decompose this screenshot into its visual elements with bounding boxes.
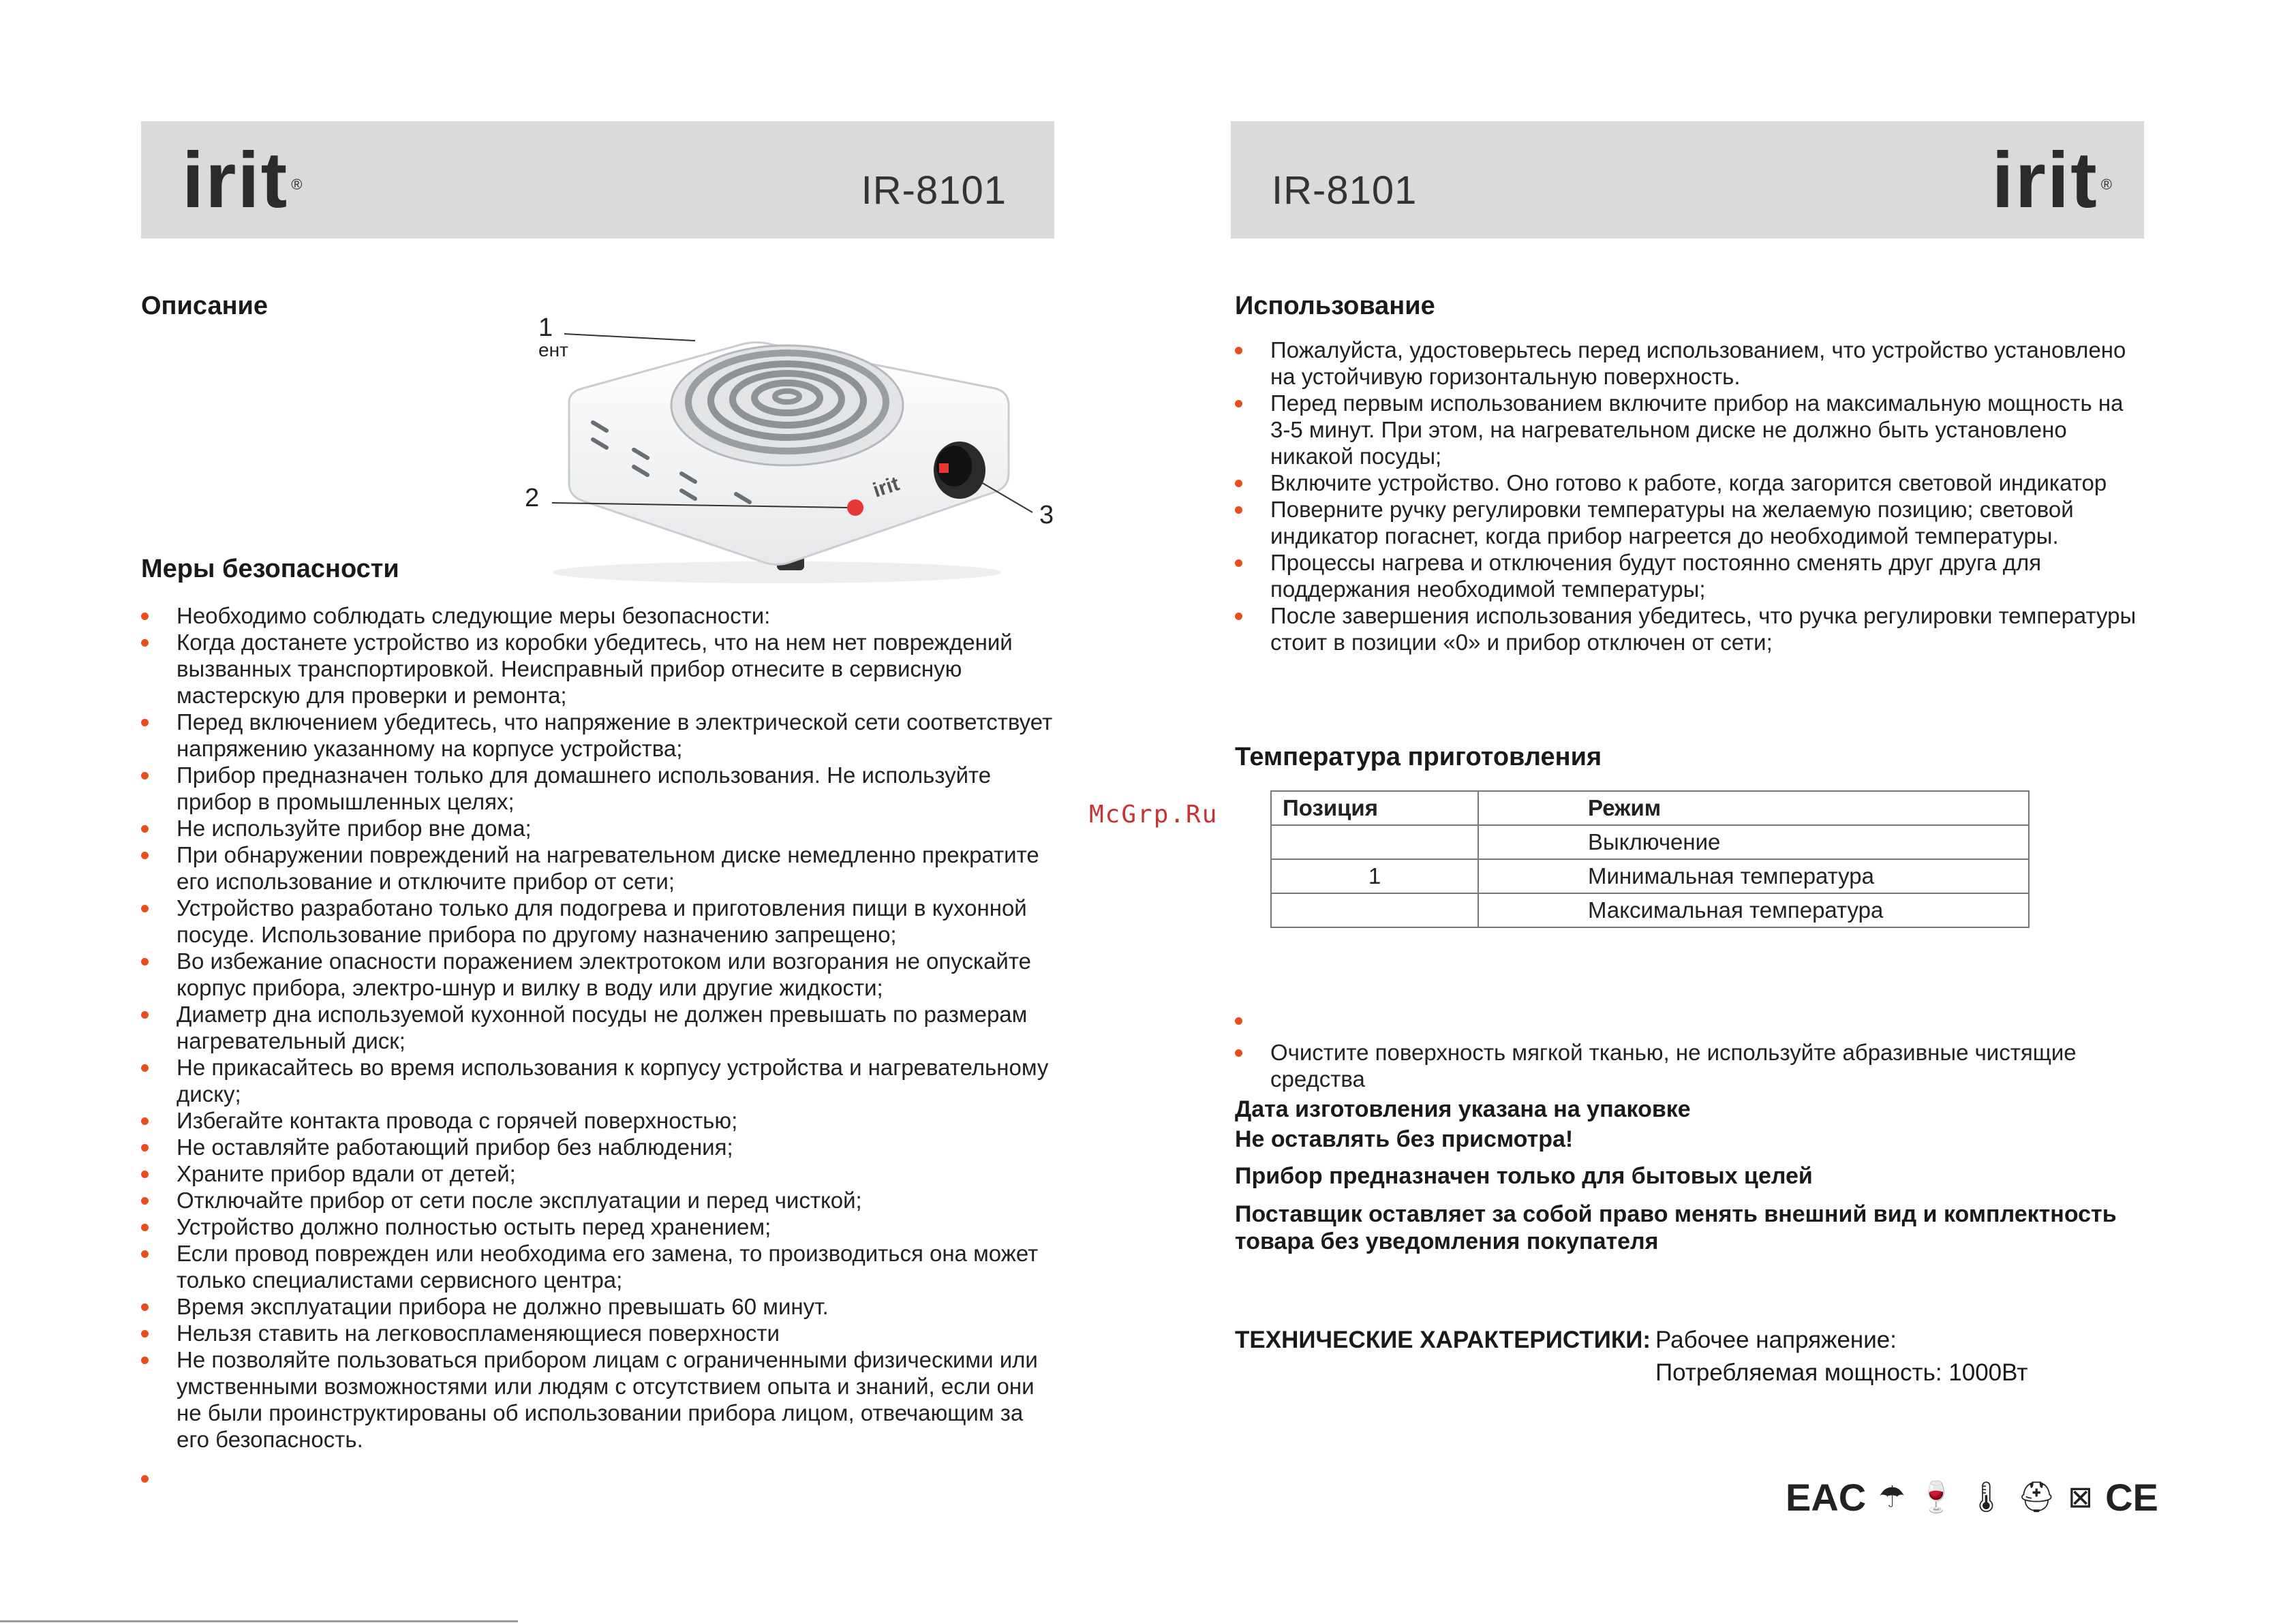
list-item: Избегайте контакта провода с горячей поверхностью; [141, 1107, 1054, 1134]
list-item: Перед первым использованием включите прибор на максимальную мощность на 3-5 минут. При этом, на нагревательном диске не должно быть установлено никакой посуды; [1235, 390, 2148, 469]
list-item: После завершения использования убедитесь, что ручка регулировки температуры стоит в позиции «0» и прибор отключен от сети; [1235, 602, 2148, 655]
list-item: Когда достанете устройство из коробки убедитесь, что на нем нет повреждений вызванных транспортировкой. Неисправный прибор отнесите в сервисную мастерскую для проверки и ремонта; [141, 629, 1054, 709]
table-cell [1271, 893, 1478, 927]
table-row [1271, 893, 2029, 927]
technical-specs [1235, 1327, 2028, 1386]
note-supplier-rights: Поставщик оставляет за собой право менять внешний вид и комплектность товара без уведомления покупателя [1235, 1201, 2117, 1254]
list-item: Во избежание опасности поражением электротоком или возгорания не опускайте корпус прибора, электро-шнур и вилку в воду или другие жидкости; [141, 948, 1054, 1001]
left-header [141, 121, 1054, 238]
callout-2: 2 [525, 484, 540, 512]
table-cell: Максимальная температура [1478, 893, 2029, 927]
usage-title: Использование [1235, 292, 1435, 320]
temperature-table [1270, 790, 2030, 928]
list-item: Храните прибор вдали от детей; [141, 1160, 1054, 1187]
callout-3: 3 [1039, 501, 1054, 529]
table-cell: Выключение [1478, 825, 2029, 859]
safety-title: Меры безопасности [141, 555, 399, 583]
list-item: При обнаружении повреждений на нагревательном диске немедленно прекратите его использование и отключите прибор от сети; [141, 841, 1054, 895]
list-item: Если провод поврежден или необходима его замена, то производиться она может только специалистами сервисного центра; [141, 1240, 1054, 1293]
eac-mark: EAC [1786, 1476, 1867, 1519]
thermometer-icon: 🌡 [1967, 1481, 2006, 1514]
model-number: IR-8101 [1272, 168, 1418, 213]
list-item: Не используйте прибор вне дома; [141, 815, 1054, 841]
list-item: Очистите поверхность мягкой тканью, не используйте абразивные чистящие средства [1235, 1039, 2148, 1092]
specs-power: Потребляемая мощность: 1000Вт [1655, 1359, 2028, 1386]
bottom-divider [0, 1620, 518, 1622]
specs-voltage: Рабочее напряжение: [1655, 1327, 1897, 1353]
list-item: Отключайте прибор от сети после эксплуатации и перед чисткой; [141, 1187, 1054, 1214]
list-item: Не оставляйте работающий прибор без наблюдения; [141, 1134, 1054, 1160]
table-row [1271, 825, 2029, 859]
callout-1: 1 [538, 313, 553, 342]
safety-symbol-icon: ⛑ [2017, 1481, 2056, 1514]
glass-icon: 🍷 [1917, 1481, 1955, 1514]
list-item: Устройство должно полностью остыть перед хранением; [141, 1214, 1054, 1240]
list-item: Устройство разработано только для подогрева и приготовления пищи в кухонной посуде. Использование прибора по другому назначению запрещено; [141, 895, 1054, 948]
table-row [1271, 859, 2029, 893]
header-mode: Режим [1478, 791, 2029, 825]
header-position: Позиция [1271, 791, 1478, 825]
temperature-title: Температура приготовления [1235, 743, 1602, 771]
hotplate-image [518, 313, 1063, 586]
table-cell: Минимальная температура [1478, 859, 2029, 893]
list-item: Включите устройство. Оно готово к работе, когда загорится световой индикатор [1235, 469, 2148, 496]
callout-1-label: ент [538, 339, 568, 360]
list-item: Поверните ручку регулировки температуры на желаемую позицию; световой индикатор погаснет, когда прибор нагреется до необходимой температуры. [1235, 496, 2148, 549]
watermark: McGrp.Ru [1089, 801, 1219, 829]
specs-label: ТЕХНИЧЕСКИЕ ХАРАКТЕРИСТИКИ: [1235, 1327, 1651, 1353]
list-item [1235, 1007, 2148, 1034]
umbrella-icon: ☂ [1878, 1481, 1905, 1514]
usage-list [1235, 337, 2148, 655]
list-item: Время эксплуатации прибора не должно превышать 60 минут. [141, 1293, 1054, 1320]
list-item [141, 1465, 1054, 1491]
brand-logo: irit ® [1991, 136, 2113, 224]
list-item: Необходимо соблюдать следующие меры безопасности: [141, 602, 1054, 629]
table-cell: 1 [1271, 859, 1478, 893]
certification-marks [1786, 1476, 2158, 1519]
appliance-illustration [518, 313, 1063, 586]
list-item: Диаметр дна используемой кухонной посуды не должен превышать по размерам нагревательный диск; [141, 1001, 1054, 1054]
list-item: Прибор предназначен только для домашнего использования. Не используйте прибор в промышленных целях; [141, 762, 1054, 815]
appliance-brand-label: irit [870, 472, 902, 502]
table-cell [1271, 825, 1478, 859]
note-manufacture-date: Дата изготовления указана на упаковке [1235, 1096, 1691, 1122]
list-item: Перед включением убедитесь, что напряжение в электрической сети соответствует напряжению указанному на корпусе устройства; [141, 709, 1054, 762]
list-item: Не прикасайтесь во время использования к корпусу устройства и нагревательному диску; [141, 1054, 1054, 1107]
list-item: Не позволяйте пользоваться прибором лицам с ограниченными физическими или умственными возможностями или людям с отсутствием опыта и знаний, если они не были проинструктированы об использовании прибора лицом, отвечающим за его безопасность. [141, 1346, 1054, 1453]
right-header [1231, 121, 2144, 238]
model-number: IR-8101 [861, 168, 1007, 213]
brand-logo: irit ® [182, 136, 304, 224]
ce-mark: CE [2105, 1476, 2158, 1519]
list-item: Нельзя ставить на легковоспламеняющиеся поверхности [141, 1320, 1054, 1346]
list-item: Процессы нагрева и отключения будут постоянно сменять друг друга для поддержания необходимой температуры; [1235, 549, 2148, 602]
recycle-bin-icon: ⊠ [2068, 1481, 2094, 1514]
description-title: Описание [141, 292, 269, 320]
note-supervision: Не оставлять без присмотра! [1235, 1126, 1574, 1152]
table-header-row [1271, 791, 2029, 825]
note-household-use: Прибор предназначен только для бытовых целей [1235, 1163, 1813, 1189]
safety-list [141, 602, 1054, 1491]
care-list [1235, 1007, 2148, 1092]
list-item: Пожалуйста, удостоверьтесь перед использованием, что устройство установлено на устойчивую горизонтальную поверхность. [1235, 337, 2148, 390]
